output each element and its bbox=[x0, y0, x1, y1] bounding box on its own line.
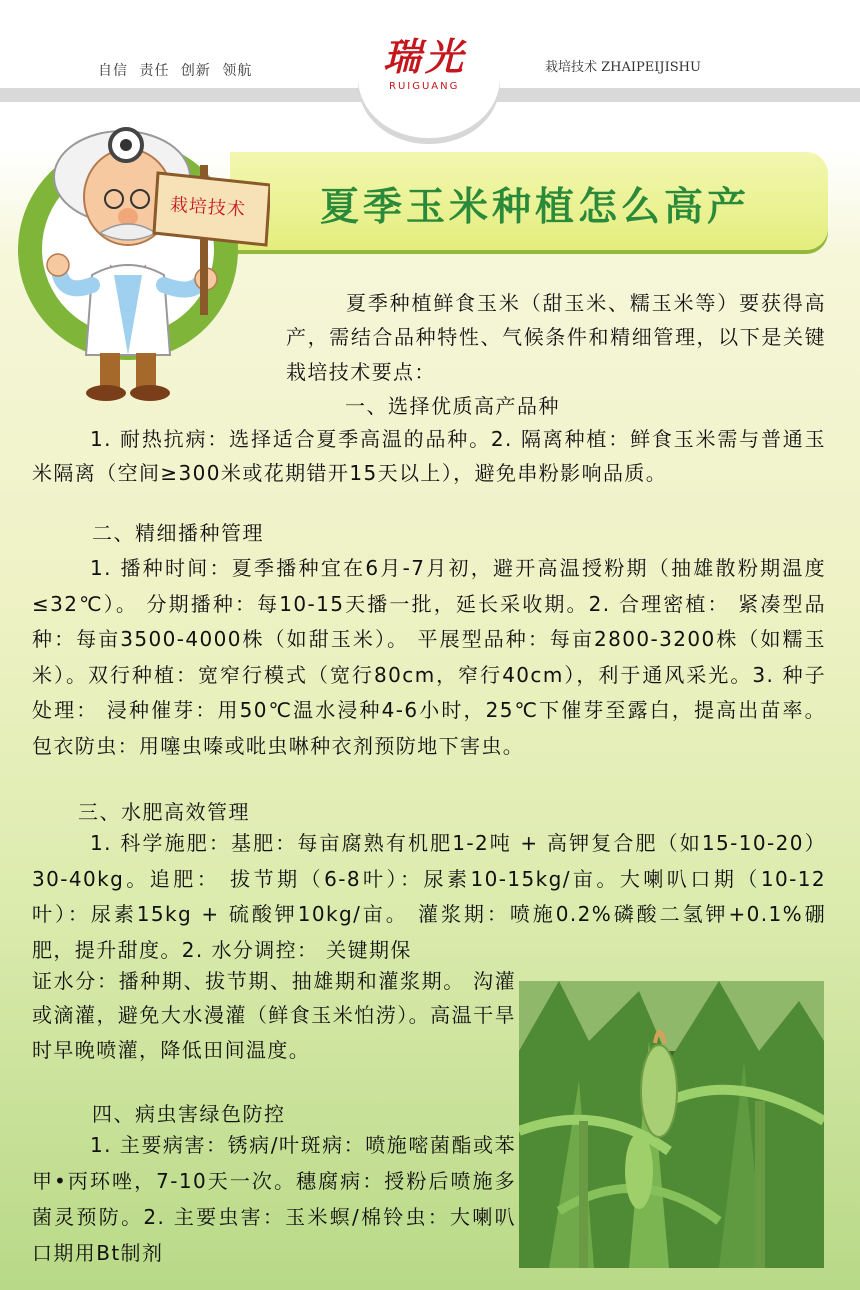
section-2-heading: 二、精细播种管理 bbox=[92, 521, 264, 545]
sign-label: 栽培技术 bbox=[169, 194, 247, 221]
corn-field-photo bbox=[519, 981, 824, 1268]
section-2-body: 1. 播种时间：夏季播种宜在6月-7月初，避开高温授粉期（抽雄散粉期温度≤32℃）。 分期播种：每10-15天播一批，延长采收期。2. 合理密植： 紧凑型品种：每亩3500-4000株（如甜玉米）。 平展型品种：每亩2800-3200株（如糯玉米）。双行种植：宽窄行模式（宽行80cm，窄行40cm），利于通风采光。3. 种子处理： 浸种催芽：用50℃温水浸种4-6小时，25℃下催芽至露白，提高出苗率。 包衣防虫：用噻虫嗪或吡虫啉种衣剂预防地下害虫。 bbox=[32, 556, 826, 758]
section-1-heading: 一、选择优质高产品种 bbox=[345, 394, 560, 418]
section-1-body: 1. 耐热抗病：选择适合夏季高温的品种。2. 隔离种植：鲜食玉米需与普通玉米隔离（空间≥300米或花期错开15天以上），避免串粉影响品质。 bbox=[32, 427, 826, 486]
brand-logo-subtext: RUIGUANG bbox=[389, 81, 460, 92]
brand-logo-text: 瑞光 bbox=[383, 34, 468, 79]
section-4-body: 1. 主要病害：锈病/叶斑病：喷施嘧菌酯或苯甲•丙环唑，7-10天一次。穗腐病：授粉后喷施多菌灵预防。2. 主要虫害：玉米螟/棉铃虫：大喇叭口期用Bt制剂 bbox=[32, 1133, 516, 1265]
page-title: 夏季玉米种植怎么高产 bbox=[320, 185, 751, 230]
intro-paragraph: 夏季种植鲜食玉米（甜玉米、糯玉米等）要获得高产，需结合品种特性、气候条件和精细管理，以下是关键栽培技术要点： bbox=[286, 291, 826, 384]
section-3-body-continued: 证水分：播种期、拔节期、抽雄期和灌浆期。 沟灌或滴灌，避免大水漫灌（鲜食玉米怕涝）。高温干旱时早晚喷灌，降低田间温度。 bbox=[32, 969, 516, 1062]
section-4-heading: 四、病虫害绿色防控 bbox=[92, 1102, 286, 1126]
tagline: 自信 责任 创新 领航 bbox=[98, 63, 253, 79]
professor-mascot-illustration bbox=[40, 115, 270, 405]
section-3-heading: 三、水肥高效管理 bbox=[78, 800, 250, 824]
section-3-body: 1. 科学施肥：基肥：每亩腐熟有机肥1-2吨 + 高钾复合肥（如15-10-20）30-40kg。追肥： 拔节期（6-8叶）：尿素10-15kg/亩。大喇叭口期（10-12叶）：尿素15kg + 硫酸钾10kg/亩。 灌浆期：喷施0.2%磷酸二氢钾+0.1%硼肥，提升甜度。2. 水分调控： 关键期保 bbox=[32, 831, 826, 962]
category-label: 栽培技术 ZHAIPEIJISHU bbox=[545, 60, 701, 75]
